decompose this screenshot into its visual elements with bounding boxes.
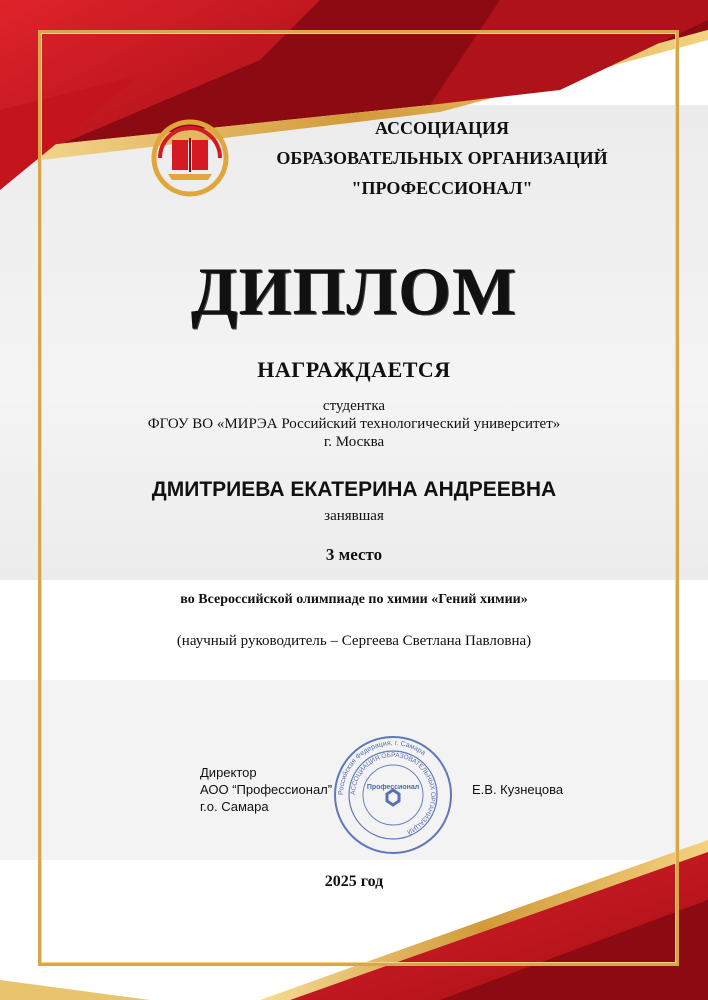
official-stamp: [332, 734, 454, 856]
diploma-title: ДИПЛОМ: [190, 253, 518, 329]
stamp-middle-text: АССОЦИАЦИЯ ОБРАЗОВАТЕЛЬНЫХ ОРГАНИЗАЦИЙ: [349, 751, 437, 836]
competition-name: во Всероссийской олимпиаде по химии «Гений химии»: [180, 592, 528, 607]
awarded-heading: НАГРАЖДАЕТСЯ: [257, 357, 451, 382]
place-award: 3 место: [325, 545, 383, 564]
recipient-city: г. Москва: [323, 434, 385, 450]
signer-position-line-3: г.о. Самара: [200, 799, 269, 814]
association-line-1: АССОЦИАЦИЯ: [374, 118, 510, 138]
stamp-center-text: Профессионал: [366, 784, 420, 791]
stamp-outer-text: Российская Федерация, г. Самара: [337, 739, 427, 796]
signer-position-line-2: АОО “Профессионал”: [200, 782, 333, 797]
ribbon-bottom-left-gold: [0, 980, 150, 1000]
recipient-name: ДМИТРИЕВА ЕКАТЕРИНА АНДРЕЕВНА: [151, 478, 557, 501]
recipient-took: занявшая: [324, 508, 384, 524]
signer-name: Е.В. Кузнецова: [472, 782, 564, 797]
supervisor-line: (научный руководитель – Сергеева Светлана Павловна): [176, 633, 532, 649]
recipient-status: студентка: [322, 398, 386, 414]
year: 2025 год: [324, 873, 384, 890]
signer-position-line-1: Директор: [200, 765, 257, 780]
signer-position: [200, 764, 332, 815]
association-line-2: ОБРАЗОВАТЕЛЬНЫХ ОРГАНИЗАЦИЙ: [276, 148, 608, 168]
stamp-emblem-icon: [387, 790, 399, 805]
recipient-institution: ФГОУ ВО «МИРЭА Российский технологический университет»: [147, 416, 561, 432]
association-line-3: "ПРОФЕССИОНАЛ": [351, 178, 533, 198]
